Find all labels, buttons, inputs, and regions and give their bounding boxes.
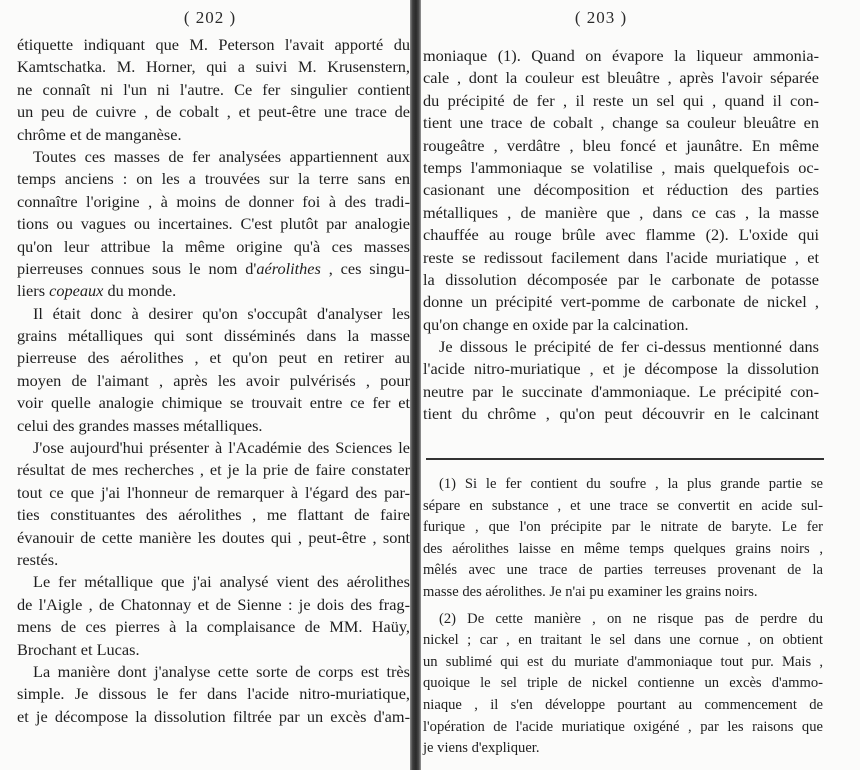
text-line: qu'on leur attribue la même origine qu'à ces masses bbox=[17, 236, 410, 256]
italic-term: copeaux bbox=[49, 281, 104, 301]
text-line: ties constituantes des aérolithes , me flattant de faire bbox=[17, 505, 410, 525]
text-line: résultat de mes recherches , et je la prie de faire constater bbox=[17, 460, 410, 480]
text-line: chrôme et de manganèse. bbox=[17, 124, 182, 144]
book-gutter bbox=[410, 0, 421, 770]
text-line: étiquette indiquant que M. Peterson l'avait apporté du bbox=[17, 35, 410, 54]
text-line: cale , dont la couleur est bleuâtre , après l'avoir séparée bbox=[423, 68, 819, 88]
text-line: restés. bbox=[17, 549, 59, 569]
paragraph bbox=[17, 303, 410, 437]
text-line: rougeâtre , verdâtre , bleu foncé et jaunâtre. En même bbox=[423, 135, 819, 155]
text-line: simple. Je dissous le fer dans l'acide nitro-muriatique, bbox=[17, 684, 410, 704]
text-line: la dissolution décomposée par le carbonate de potasse bbox=[423, 269, 819, 289]
text-line: neutre par le succinate d'ammoniaque. Le précipité con- bbox=[423, 381, 819, 401]
text-line: celui des grandes masses métalliques. bbox=[17, 415, 263, 435]
text-line: donne un précipité vert-pomme de carbonate de nickel , bbox=[423, 292, 819, 312]
footnote-separator bbox=[426, 458, 824, 460]
text-line: Je dissous le précipité de fer ci-dessus mentionné dans bbox=[439, 337, 819, 357]
text-line: qu'on change en oxide par la calcination. bbox=[423, 314, 689, 334]
text-line: métalliques , de manière que , dans ce cas , la masse bbox=[423, 202, 819, 222]
text-line: Il était donc à desirer qu'on s'occupât d'analyser les bbox=[33, 303, 410, 323]
text-line: (2) De cette manière , on ne risque pas de perdre du bbox=[439, 610, 823, 627]
text-line: du précipité de fer , il reste un sel qui , quand il con- bbox=[423, 90, 819, 110]
paragraph bbox=[423, 336, 819, 426]
right-page-body bbox=[423, 45, 819, 426]
right-page bbox=[421, 0, 860, 770]
page-number-right: ( 203 ) bbox=[574, 8, 628, 27]
footnote-2 bbox=[423, 609, 823, 760]
text-line: évanouir de cette manière les doutes qui , peut-être , sont bbox=[17, 527, 410, 547]
text-line: un peu de cuivre , de cobalt , et peut-être une trace de bbox=[17, 102, 410, 122]
text-line: moniaque (1). Quand on évapore la liqueur ammonia- bbox=[423, 46, 819, 65]
text-run: , ces singu- bbox=[320, 258, 410, 278]
text-line: sépare en substance , et une trace se convertit en acide sul- bbox=[423, 497, 823, 514]
left-page bbox=[0, 0, 410, 770]
paragraph bbox=[17, 146, 410, 303]
text-line: voir quelle analogie chimique se trouvait entre ce fer et bbox=[17, 393, 410, 413]
text-line: reste se redissout facilement dans l'acide muriatique , et bbox=[423, 247, 819, 267]
text-line: tout ce que j'ai l'honneur de remarquer à l'égard des par- bbox=[17, 482, 410, 502]
paragraph bbox=[17, 661, 410, 728]
text-line: tient une trace de cobalt , change sa couleur bleuâtre en bbox=[423, 113, 819, 133]
text-line: un sublimé qui est du muriate d'ammoniaque tout pur. Mais , bbox=[423, 653, 823, 670]
text-line: La manière dont j'analyse cette sorte de corps est très bbox=[33, 661, 410, 681]
paragraph bbox=[17, 34, 410, 146]
text-line: nickel ; car , en traitant le sel dans une cornue , on obtient bbox=[423, 632, 823, 649]
paragraph bbox=[17, 571, 410, 661]
text-line: l'acide nitro-muriatique , et je décompose la dissolution bbox=[423, 359, 819, 379]
text-line: connaître l'origine , à moins de donner foi à des tradi- bbox=[17, 191, 410, 211]
text-line bbox=[17, 280, 410, 302]
text-run: pierreuses connues sous le nom d' bbox=[17, 258, 257, 278]
text-line: mêlés avec une trace de parties terreuses provenant de la bbox=[423, 562, 823, 579]
text-line: de l'Aigle , de Chatonnay et de Sienne : je dois des frag- bbox=[17, 594, 410, 614]
footnote-1 bbox=[423, 474, 823, 604]
text-line: Le fer métallique que j'ai analysé vient des aérolithes bbox=[33, 572, 410, 592]
text-line: pierreuse des aérolithes , et qu'on peut en retirer au bbox=[17, 348, 410, 368]
text-line: chauffée au rouge brûle avec flamme (2). L'oxide qui bbox=[423, 225, 819, 245]
text-line: ne connaît ni l'un ni l'autre. Ce fer singulier contient bbox=[17, 79, 410, 99]
footnotes bbox=[423, 474, 823, 760]
text-line: (1) Si le fer contient du soufre , la plus grande partie se bbox=[439, 476, 823, 492]
text-line: Kamtschatka. M. Horner, qui a suivi M. Krusenstern, bbox=[17, 57, 410, 77]
page-number-left: ( 202 ) bbox=[183, 8, 237, 27]
text-line: furique , que l'on précipite par le nitrate de baryte. Le fer bbox=[423, 519, 823, 536]
text-line: quoique le sel triple de nickel contienne un excès d'ammo- bbox=[423, 675, 823, 692]
text-line: temps l'ammoniaque se volatilise , mais quelquefois oc- bbox=[423, 157, 819, 177]
text-line: J'ose aujourd'hui présenter à l'Académie des Sciences le bbox=[33, 438, 410, 458]
text-line: Toutes ces masses de fer analysées appartiennent aux bbox=[33, 146, 410, 166]
text-line: grains métalliques qui sont disséminés dans la masse bbox=[17, 326, 410, 346]
text-line: l'opération de l'acide muriatique oxigéné , par les raisons que bbox=[423, 718, 823, 735]
text-line: je viens d'expliquer. bbox=[423, 740, 540, 757]
paragraph bbox=[423, 45, 819, 336]
text-run: du monde. bbox=[107, 281, 177, 301]
text-line: niaque , il s'en développe pourtant au commencement de bbox=[423, 696, 823, 713]
text-line: temps anciens : on les a trouvées sur la terre sans en bbox=[17, 169, 410, 189]
text-line bbox=[17, 258, 410, 280]
text-line: tions ou vagues ou incertaines. C'est plutôt par analogie bbox=[17, 214, 410, 234]
text-line: mens de ces pierres à la complaisance de MM. Haüy, bbox=[17, 617, 410, 637]
text-run: liers bbox=[17, 281, 50, 301]
text-line: et je décompose la dissolution filtrée par un excès d'am- bbox=[17, 706, 410, 726]
text-line: Brochant et Lucas. bbox=[17, 639, 140, 659]
text-line: casionant une décomposition et réduction des parties bbox=[423, 180, 819, 200]
left-page-body bbox=[17, 34, 410, 728]
text-line: des aérolithes laisse en même temps quelques grains noirs , bbox=[423, 540, 823, 557]
paragraph bbox=[17, 437, 410, 571]
text-line: masse des aérolithes. Je n'ai pu examiner les grains noirs. bbox=[423, 583, 758, 600]
italic-term: aérolithes bbox=[256, 258, 321, 278]
text-line: moyen de l'aimant , après les avoir pulvérisés , pour bbox=[17, 370, 410, 390]
text-line: tient du chrôme , qu'on peut découvrir en le calcinant bbox=[423, 404, 819, 424]
